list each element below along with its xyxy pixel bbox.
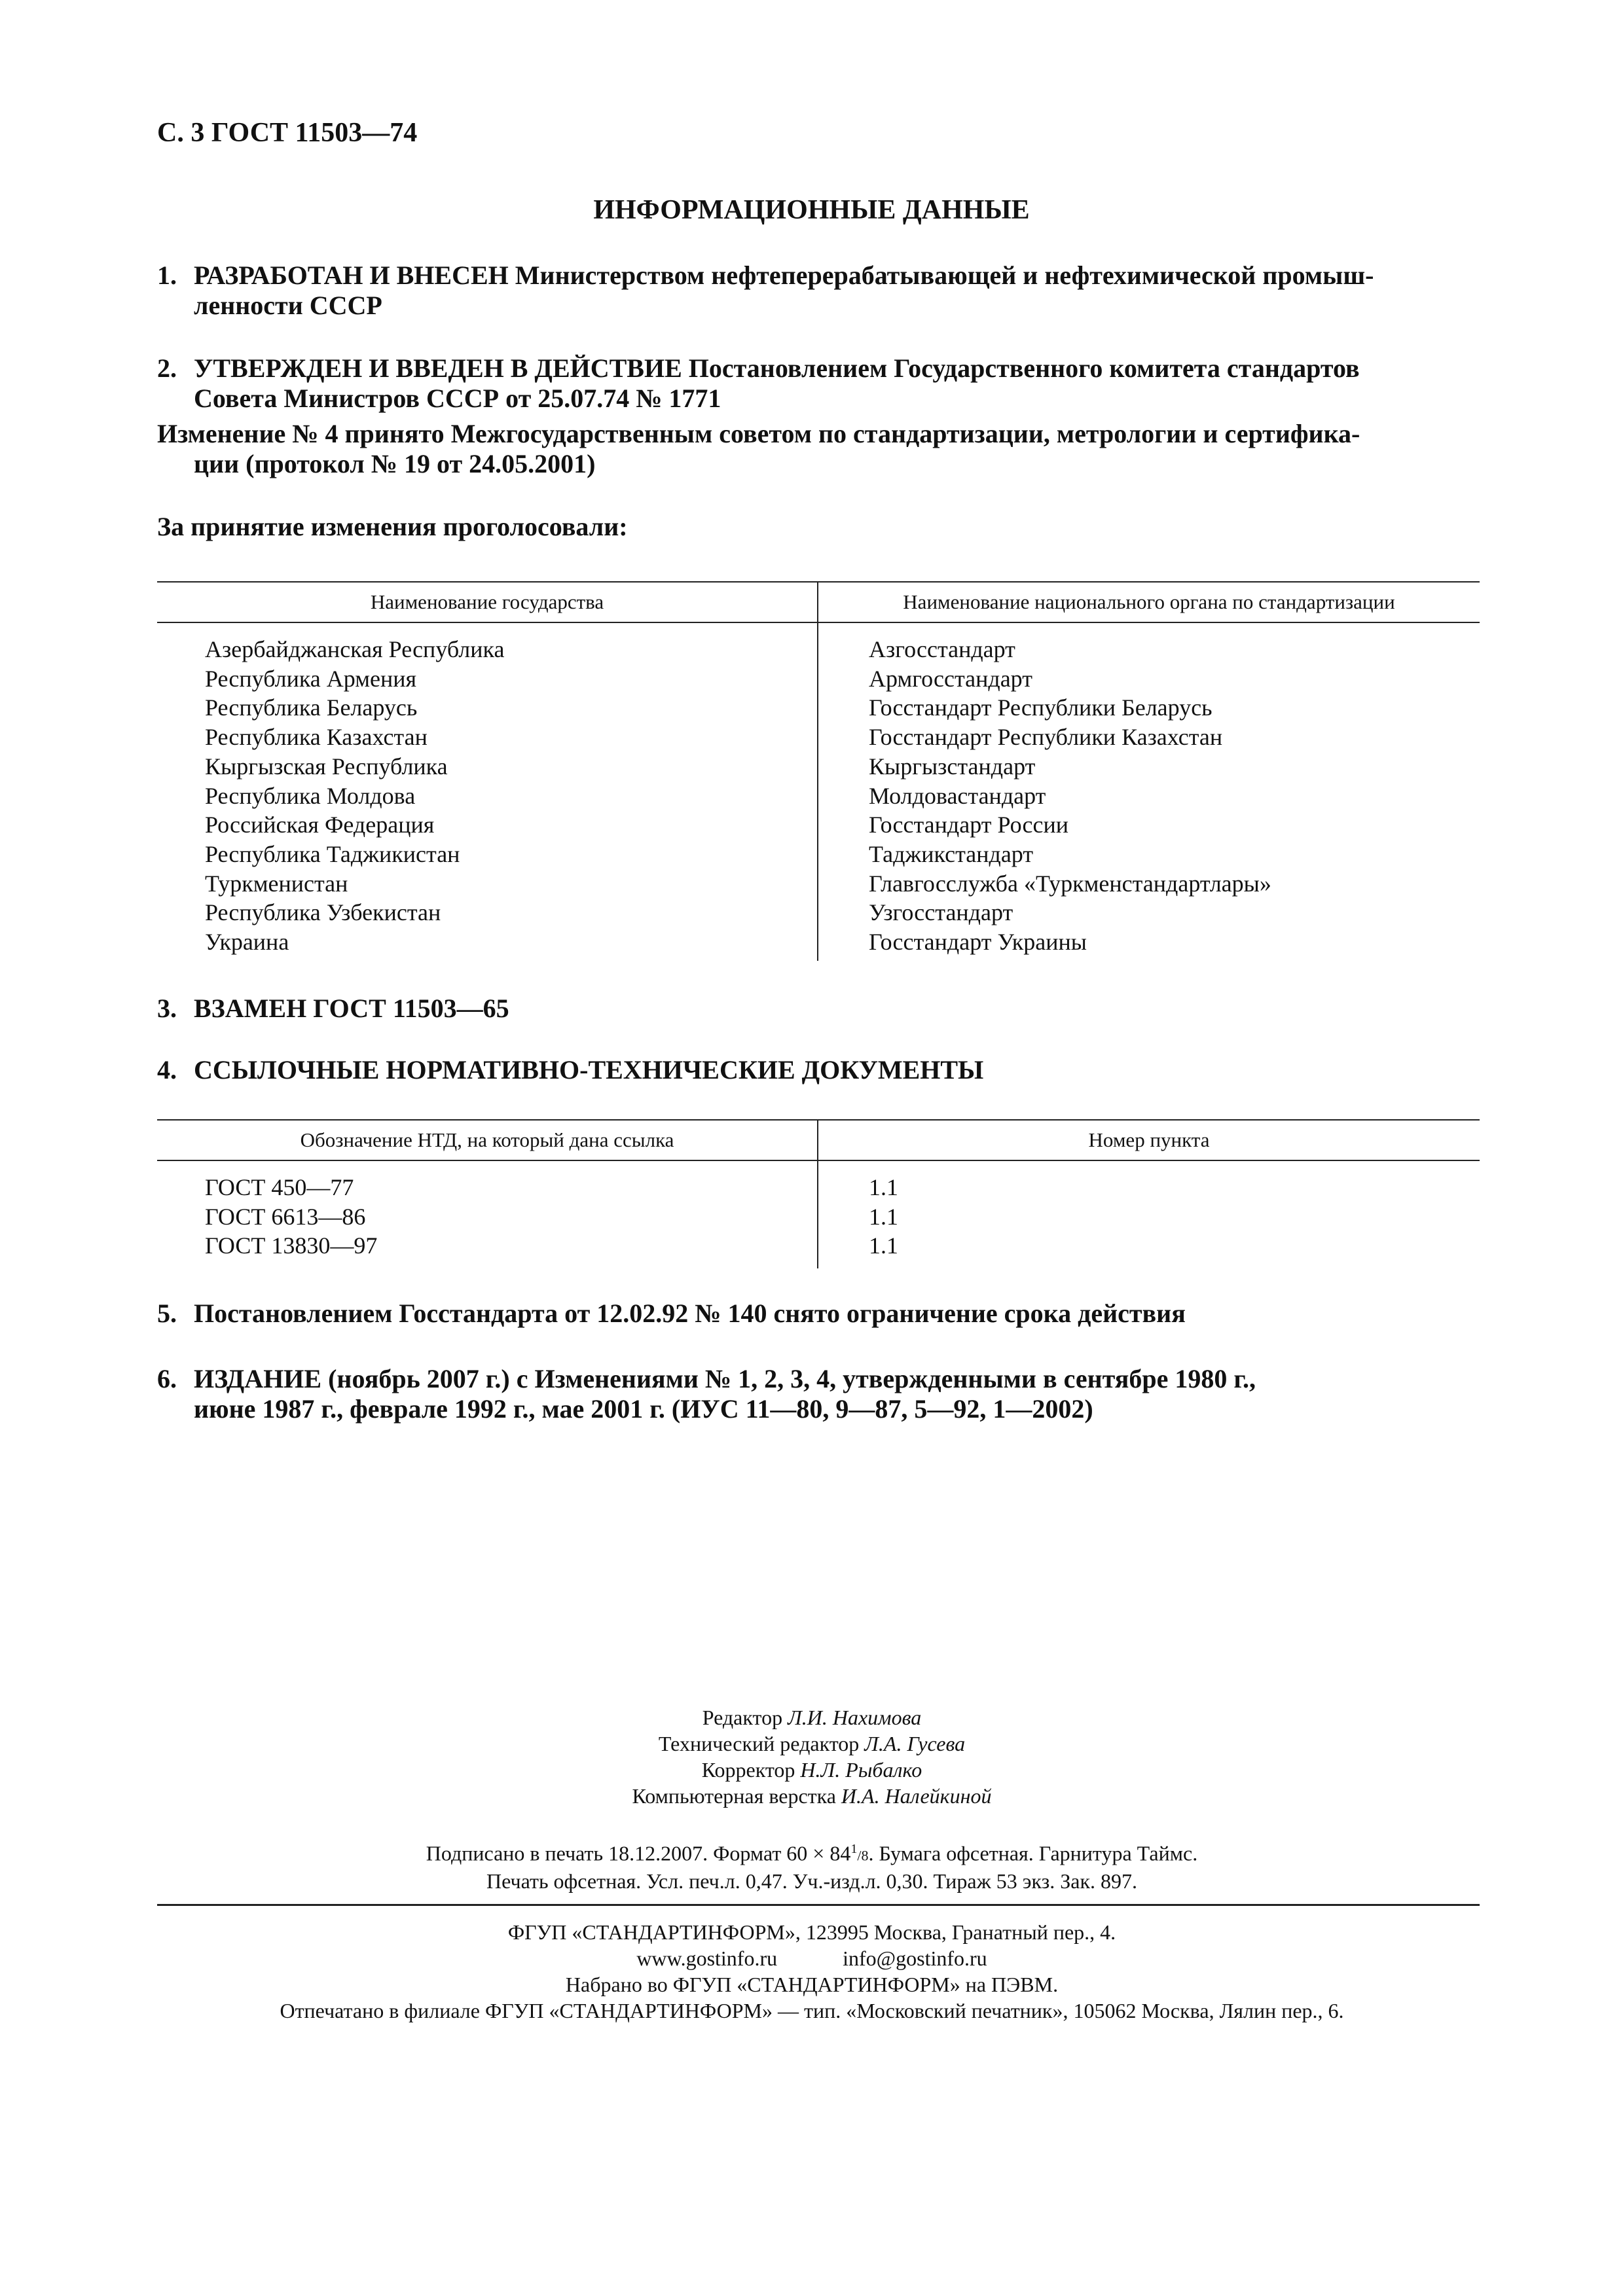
footer-rule [157,1904,1480,1906]
credit-tech-name: Л.А. Гусева [864,1732,966,1755]
table-cell-body: Главгосслужба «Туркменстандартлары» [869,870,1271,897]
table-cell-body: Госстандарт Республики Беларусь [869,694,1213,721]
vote-title: За принятие изменения проголосовали: [157,512,628,541]
table-cell-state: Туркменистан [205,870,348,897]
ref-table-top-rule [157,1119,1480,1121]
item-4 [157,1055,983,1085]
section-title: ИНФОРМАЦИОННЫЕ ДАННЫЕ [593,195,1030,225]
table-cell-doc: ГОСТ 450—77 [205,1174,354,1200]
vote-table-bodies [869,635,1271,957]
credit-proof-name: Н.Л. Рыбалко [800,1758,922,1782]
credit-proof-label: Корректор [701,1758,795,1782]
print-info [157,1837,1467,1893]
table-cell-state: Украина [205,929,289,956]
item-6-number: 6. [157,1364,177,1393]
table-cell-body: Молдовастандарт [869,782,1046,809]
vote-table-header-body: Наименование национального органа по стандартизации [903,590,1395,613]
table-cell-state: Республика Молдова [205,782,416,809]
ref-table-header-point: Номер пункта [1088,1128,1210,1151]
format-denominator: /8 [857,1847,869,1864]
credit-editor [157,1704,1467,1731]
table-cell-state: Республика Таджикистан [205,840,460,867]
publisher-line-1: ФГУП «СТАНДАРТИНФОРМ», 123995 Москва, Гранатный пер., 4. [507,1920,1116,1944]
vote-table-divider [817,581,818,961]
table-cell-point: 1.1 [869,1232,898,1259]
credit-layout [157,1783,1467,1809]
item-6-line-1: ИЗДАНИЕ (ноябрь 2007 г.) с Изменениями № 1, 2, 3, 4, утвержденными в сентябре 1980 г., [194,1364,1256,1393]
print-info-paper: . Бумага офсетная. Гарнитура Таймс. [868,1841,1198,1865]
table-cell-body: Узгосстандарт [869,899,1013,926]
table-cell-doc: ГОСТ 6613—86 [205,1203,366,1230]
table-cell-body: Кыргызстандарт [869,753,1036,780]
vote-table-header-state: Наименование государства [370,590,604,613]
format-superscript: 1 [850,1842,858,1856]
table-cell-state: Республика Узбекистан [205,899,441,926]
item-2-caps: УТВЕРЖДЕН И ВВЕДЕН В ДЕЙСТВИЕ [194,353,682,383]
vote-table-states [205,635,504,957]
credit-editor-label: Редактор [702,1706,783,1729]
item-1-text: Министерством нефтеперерабатывающей и нефтехимической промыш- [515,260,1374,290]
item-3-text: ВЗАМЕН ГОСТ 11503—65 [194,994,509,1023]
publisher [157,1919,1467,2024]
table-cell-state: Кыргызская Республика [205,753,448,780]
credit-editor-name: Л.И. Нахимова [788,1706,922,1729]
item-2-continuation: Совета Министров СССР от 25.07.74 № 1771 [194,384,721,413]
item-1-number: 1. [157,260,177,290]
item-6 [157,1364,1480,1424]
item-1 [157,260,1480,321]
ref-table-docs [205,1173,377,1261]
print-info-line-2: Печать офсетная. Усл. печ.л. 0,47. Уч.-изд.л. 0,30. Тираж 53 экз. Зак. 897. [486,1869,1137,1893]
credit-tech-editor [157,1731,1467,1757]
print-info-line-1 [157,1837,1467,1869]
ref-table-header-doc: Обозначение НТД, на который дана ссылка [300,1128,674,1151]
table-cell-body: Госстандарт Украины [869,929,1087,956]
table-cell-body: Азгосстандарт [869,636,1015,662]
table-cell-body: Таджикстандарт [869,840,1034,867]
credit-layout-label: Компьютерная верстка [632,1784,836,1808]
page-header: С. 3 ГОСТ 11503—74 [157,118,418,148]
item-3 [157,994,509,1024]
item-2 [157,353,1480,414]
vote-table-header-rule [157,622,1480,623]
credit-proofreader [157,1757,1467,1783]
publisher-email-link[interactable]: info@gostinfo.ru [843,1946,987,1970]
ref-table-points [869,1173,898,1261]
item-1-continuation: ленности СССР [194,291,382,320]
publisher-line-3: Набрано во ФГУП «СТАНДАРТИНФОРМ» на ПЭВМ. [565,1973,1059,1996]
table-cell-body: Госстандарт Республики Казахстан [869,724,1223,751]
credits [157,1704,1467,1809]
publisher-site-link[interactable]: www.gostinfo.ru [636,1946,778,1970]
publisher-line-4: Отпечатано в филиале ФГУП «СТАНДАРТИНФОРМ» — тип. «Московский печатник», 105062 Москва, Лялин пер., 6. [280,1999,1344,2022]
item-1-caps: РАЗРАБОТАН И ВНЕСЕН [194,260,509,290]
item-3-number: 3. [157,994,177,1023]
item-4-number: 4. [157,1055,177,1085]
publisher-contacts [157,1945,1467,1971]
vote-table-top-rule [157,581,1480,583]
table-cell-state: Республика Беларусь [205,694,418,721]
table-cell-point: 1.1 [869,1203,898,1230]
item-4-text: ССЫЛОЧНЫЕ НОРМАТИВНО-ТЕХНИЧЕСКИЕ ДОКУМЕНТЫ [194,1055,984,1085]
table-cell-state: Республика Армения [205,665,417,692]
table-cell-state: Республика Казахстан [205,724,428,751]
table-cell-state: Российская Федерация [205,812,435,838]
table-cell-body: Армгосстандарт [869,665,1032,692]
table-cell-point: 1.1 [869,1174,898,1200]
credit-tech-label: Технический редактор [658,1732,860,1755]
table-cell-state: Азербайджанская Республика [205,636,505,662]
table-cell-doc: ГОСТ 13830—97 [205,1232,378,1259]
item-2-number: 2. [157,353,177,383]
amendment-line-2: ции (протокол № 19 от 24.05.2001) [194,449,596,478]
print-info-format: Подписано в печать 18.12.2007. Формат 60 × 84 [426,1841,851,1865]
ref-table-header-rule [157,1160,1480,1161]
item-2-text: Постановлением Государственного комитета стандартов [688,353,1360,383]
ref-table-divider [817,1119,818,1268]
item-5 [157,1299,1186,1329]
item-6-line-2: июне 1987 г., феврале 1992 г., мае 2001 г. (ИУС 11—80, 9—87, 5—92, 1—2002) [194,1394,1093,1424]
amendment-note [157,419,1480,479]
item-5-number: 5. [157,1299,177,1328]
item-5-text: Постановлением Госстандарта от 12.02.92 № 140 снято ограничение срока действия [194,1299,1186,1328]
credit-layout-name: И.А. Налейкиной [841,1784,992,1808]
amendment-line-1: Изменение № 4 принято Межгосударственным советом по стандартизации, метрологии и сертифика- [157,419,1360,448]
table-cell-body: Госстандарт России [869,812,1068,838]
